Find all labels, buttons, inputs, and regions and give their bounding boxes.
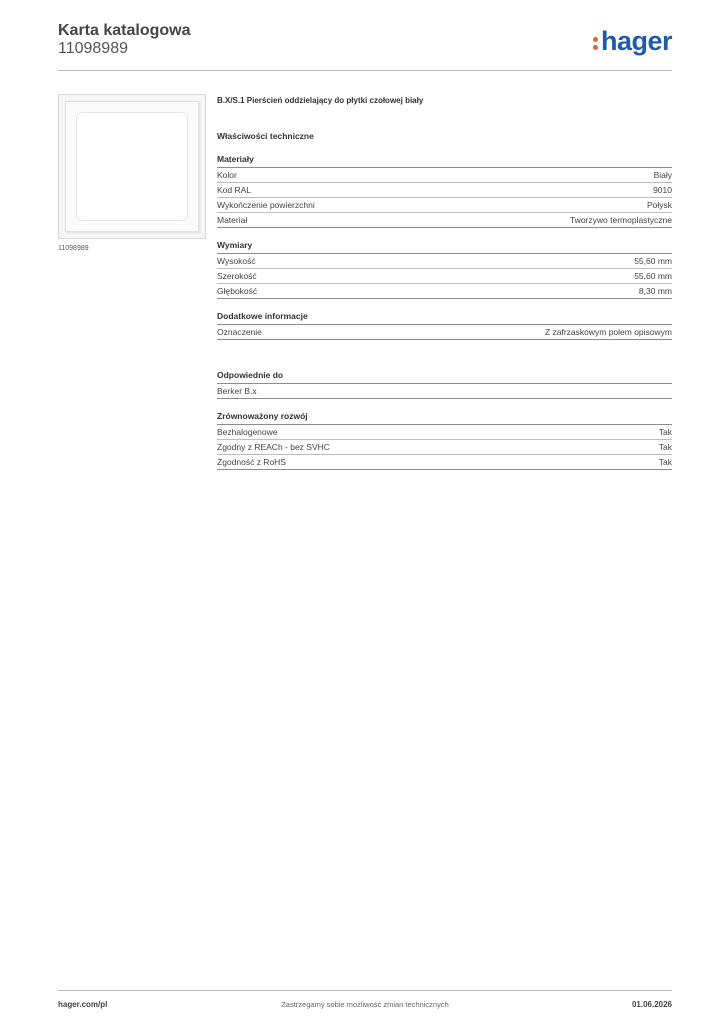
document-number: 11098989	[58, 40, 128, 57]
spec-group-additional-info	[217, 311, 672, 340]
spec-label: Kolor	[217, 170, 237, 180]
spec-row	[217, 168, 672, 183]
spec-value: 9010	[653, 185, 672, 195]
spec-label: Zgodność z RoHS	[217, 457, 286, 467]
footer-disclaimer: Zastrzegamy sobie możliwość zmian technicznych	[281, 1000, 449, 1009]
spec-row	[217, 269, 672, 284]
spec-row	[217, 455, 672, 470]
spec-group-materials	[217, 154, 672, 228]
separating-ring-frame	[65, 101, 199, 232]
spec-value: 8,30 mm	[638, 286, 672, 296]
spec-row	[217, 425, 672, 440]
spec-value: Tak	[658, 457, 672, 467]
spec-row	[217, 183, 672, 198]
spec-group-dimensions	[217, 240, 672, 299]
spec-content	[217, 96, 672, 482]
spec-value: 55,60 mm	[634, 271, 672, 281]
spec-row	[217, 213, 672, 228]
spec-label: Bezhalogenowe	[217, 427, 278, 437]
logo-text: hager	[600, 26, 672, 56]
spec-label: Kod RAL	[217, 185, 252, 195]
spec-value: Połysk	[646, 200, 672, 210]
separating-ring-opening	[76, 112, 188, 221]
product-image	[58, 94, 206, 239]
group-heading: Dodatkowe informacje	[217, 311, 672, 325]
section-heading: Właściwości techniczne	[217, 131, 314, 141]
spec-value: Z zafrzaskowym polem opisowym	[544, 327, 672, 337]
spec-value: Tak	[658, 427, 672, 437]
spec-label: Zgodny z REACh - bez SVHC	[217, 442, 330, 452]
spec-label: Wykończenie powierzchni	[217, 200, 315, 210]
group-heading: Zrównoważony rozwój	[217, 411, 672, 425]
spec-label: Szerokość	[217, 271, 257, 281]
spec-label: Oznaczenie	[217, 327, 262, 337]
group-heading: Wymiary	[217, 240, 672, 254]
logo-dots-icon	[593, 35, 599, 51]
page-header	[58, 20, 672, 71]
spec-row	[217, 384, 672, 399]
page-footer	[58, 990, 672, 1009]
spec-label: Materiał	[217, 215, 248, 225]
spec-value: 55,60 mm	[634, 256, 672, 266]
spec-value: Tworzywo termoplastyczne	[569, 215, 672, 225]
spec-value: Biały	[653, 170, 672, 180]
spec-group-suitable-for	[217, 370, 672, 399]
spec-row	[217, 254, 672, 269]
group-heading: Odpowiednie do	[217, 370, 672, 384]
document-title: Karta katalogowa	[58, 22, 191, 39]
hager-logo	[593, 26, 672, 57]
footer-website-link[interactable]: hager.com/pl	[58, 1000, 108, 1009]
spec-label: Berker B.x	[217, 386, 257, 396]
spec-label: Głębokość	[217, 286, 258, 296]
spec-row	[217, 440, 672, 455]
footer-date: 01.06.2026	[631, 1000, 672, 1009]
spec-row	[217, 325, 672, 340]
spec-value: Tak	[658, 442, 672, 452]
spec-group-sustainability	[217, 411, 672, 470]
spec-label: Wysokość	[217, 256, 256, 266]
spec-row	[217, 284, 672, 299]
group-heading: Materiały	[217, 154, 672, 168]
spec-row	[217, 198, 672, 213]
product-title: B.X/S.1 Pierścień oddzielający do płytki czołowej biały	[217, 96, 424, 105]
image-caption: 11098989	[58, 245, 89, 252]
